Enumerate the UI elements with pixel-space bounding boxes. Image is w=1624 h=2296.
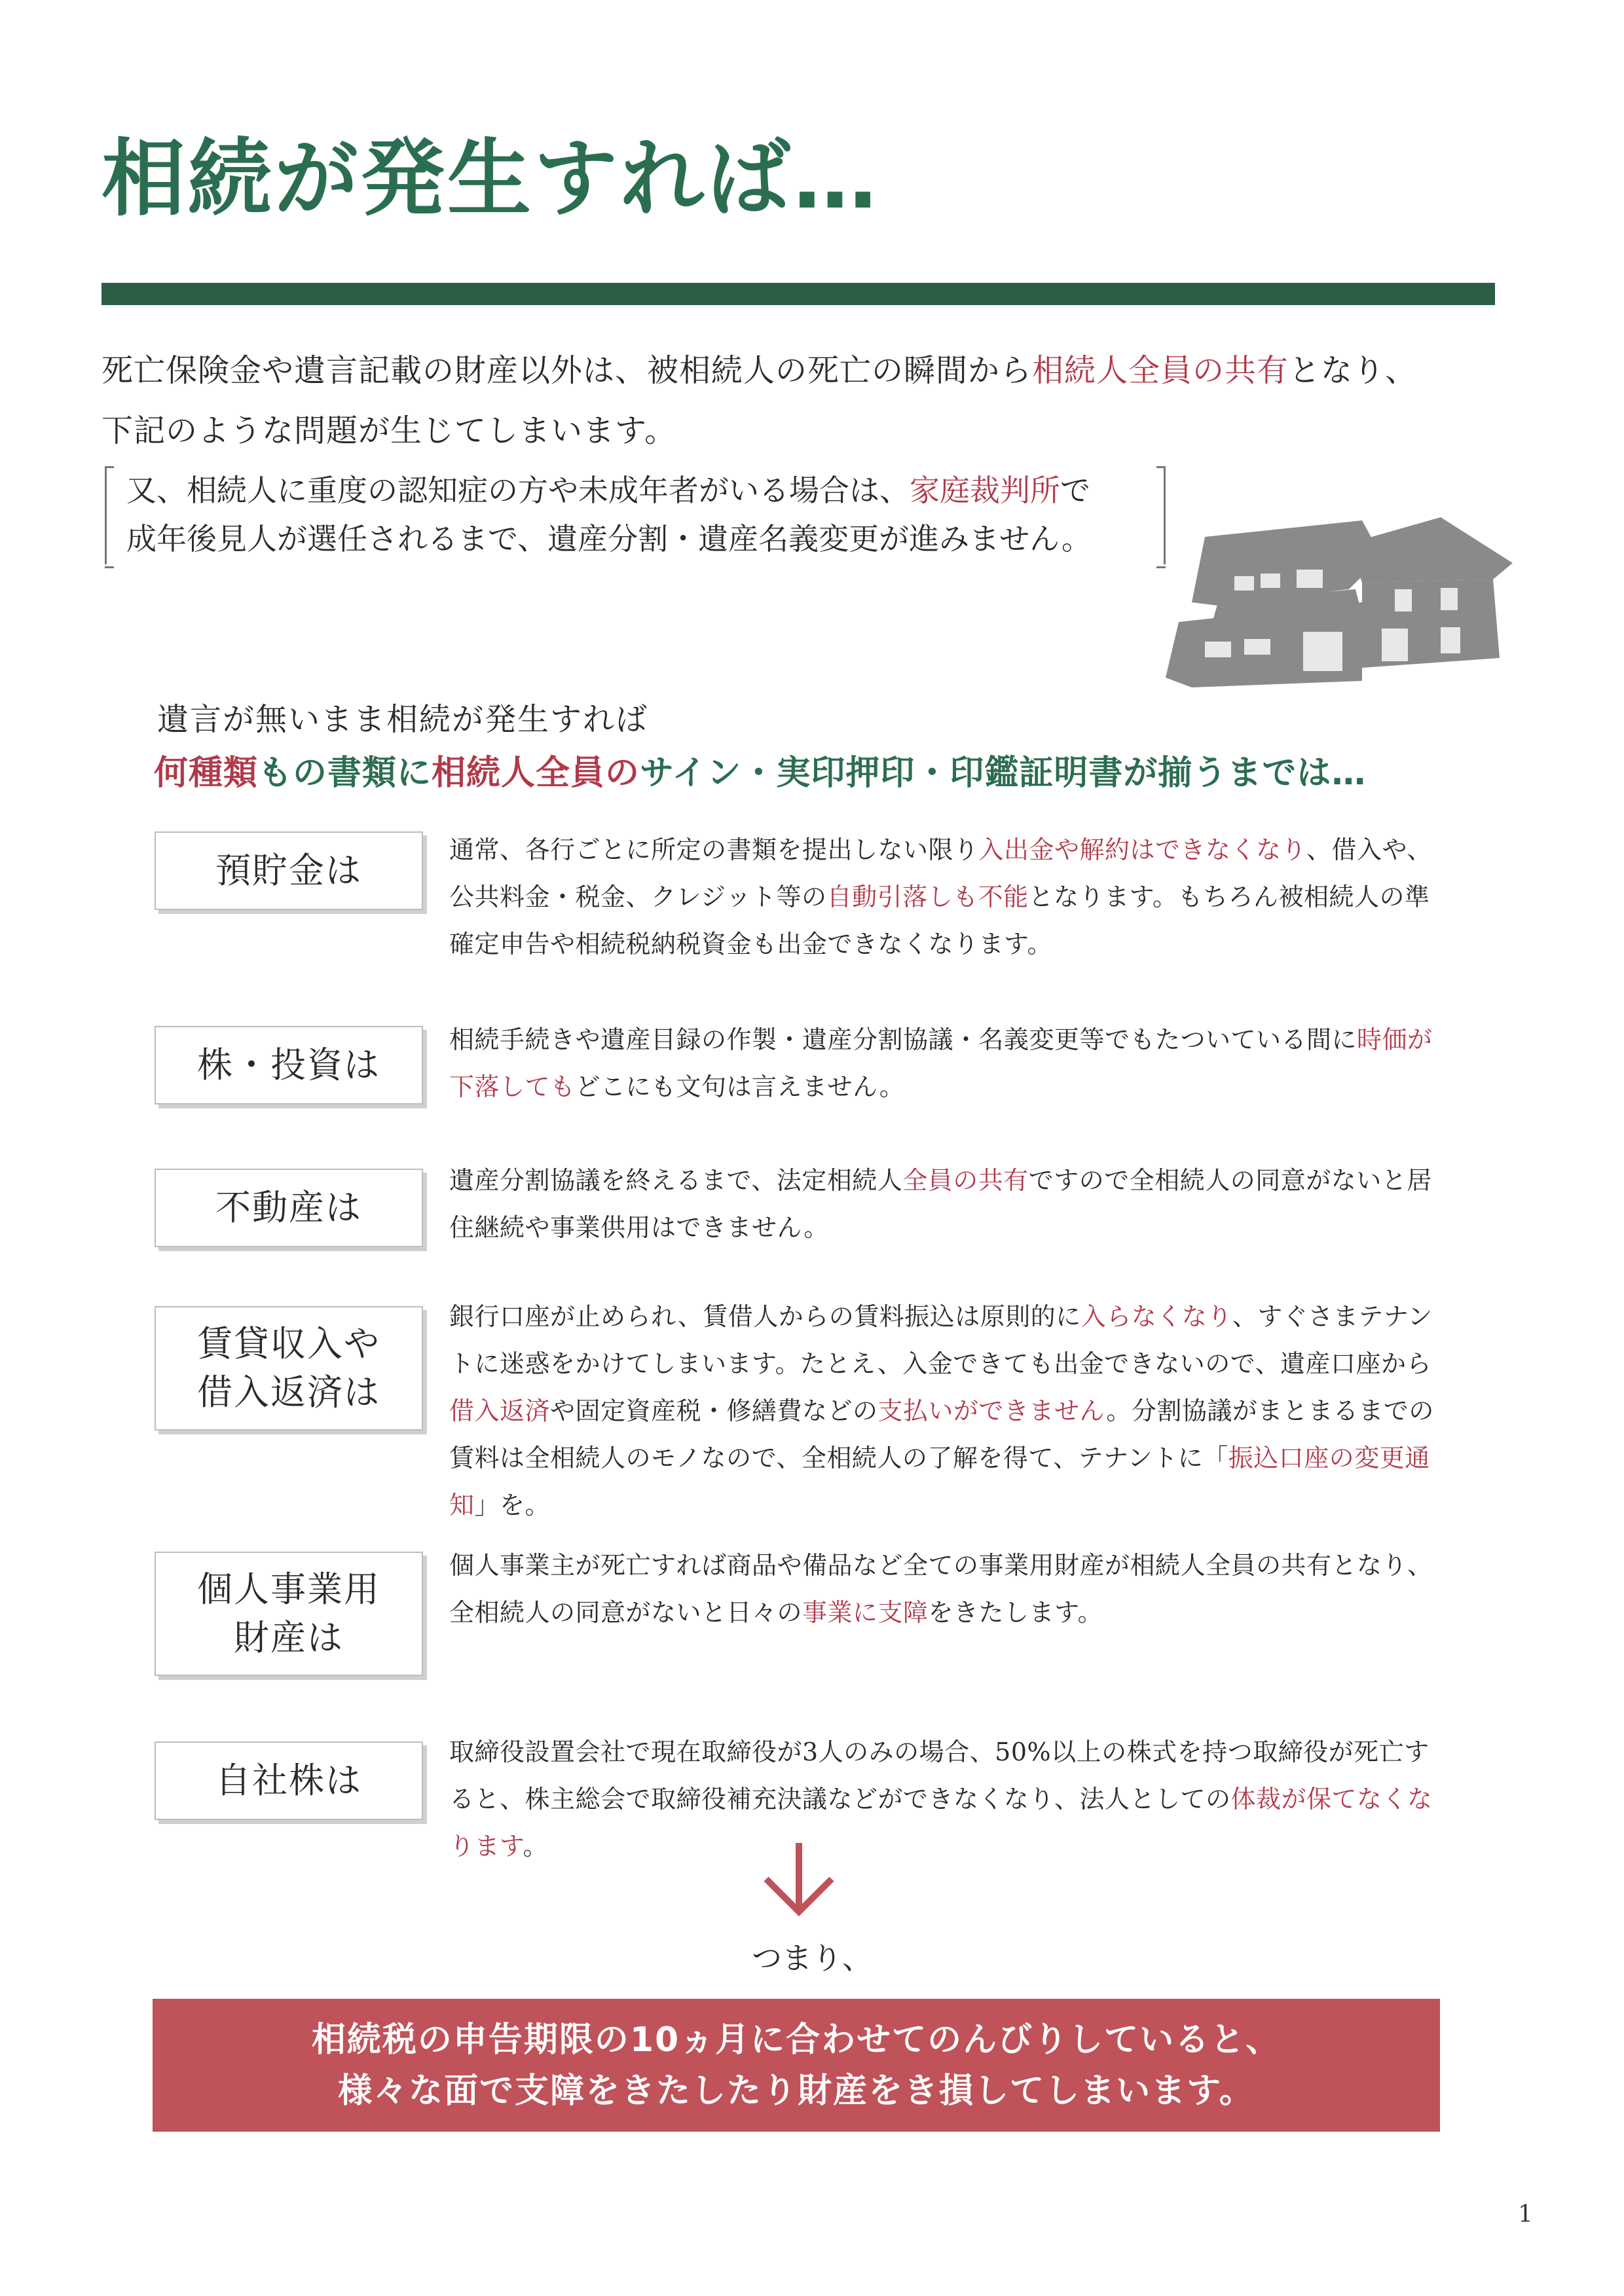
house-illustration bbox=[1166, 517, 1519, 714]
conclusion-banner bbox=[153, 1999, 1440, 2132]
desc-text: 個人事業主が死亡すれば商品や備品など全ての事業用財産が相続人全員の共有となり、全相続人の同意がないと日々の bbox=[449, 1551, 1433, 1627]
intro-line-1 bbox=[101, 340, 1509, 401]
desc-highlight: 事業に支障 bbox=[802, 1598, 929, 1627]
category-label-text: 株・投資は bbox=[197, 1044, 380, 1085]
category-label-text: 自社株は bbox=[215, 1760, 362, 1801]
category-label-stocks bbox=[155, 1026, 423, 1104]
intro-text: となり、 bbox=[1289, 352, 1418, 389]
category-desc-real-estate bbox=[449, 1157, 1445, 1251]
desc-text: ですので全相続人の同意がないと居住継続や事業供用はできません。 bbox=[449, 1166, 1432, 1242]
desc-text: 。分割協議がまとまるまでの賃料は全相続人のモノなので、全相続人の了解を得て、テナントに「 bbox=[449, 1396, 1434, 1472]
conclusion-line-2: 様々な面で支障をきたしたり財産をき損してしまいます。 bbox=[338, 2071, 1255, 2111]
category-label-text: 財産は bbox=[234, 1617, 344, 1658]
headline-green: サイン・実印押印・印鑑証明書が揃うまでは… bbox=[640, 754, 1367, 793]
note-highlight: 家庭裁判所 bbox=[910, 473, 1060, 508]
intro-line-2: 下記のような問題が生じてしまいます。 bbox=[101, 412, 677, 449]
intro-highlight: 相続人全員の共有 bbox=[1032, 352, 1289, 389]
note-line-1 bbox=[126, 466, 1164, 515]
category-label-rental bbox=[155, 1306, 423, 1430]
category-desc-deposits bbox=[449, 826, 1445, 968]
desc-highlight: 支払いができません bbox=[877, 1396, 1107, 1425]
subheading: 遺言が無いまま相続が発生すれば bbox=[157, 701, 649, 738]
category-desc-company-shares bbox=[449, 1728, 1445, 1870]
category-label-real-estate bbox=[155, 1169, 423, 1247]
bracket-note bbox=[105, 466, 1166, 564]
desc-highlight: 振込口座の変更通知 bbox=[449, 1444, 1430, 1520]
category-desc-stocks bbox=[449, 1016, 1445, 1110]
intro-paragraph bbox=[101, 340, 1509, 461]
desc-highlight: 全員の共有 bbox=[902, 1166, 1029, 1195]
note-text: 又、相続人に重度の認知症の方や未成年者がいる場合は、 bbox=[126, 473, 910, 508]
category-label-text: 個人事業用 bbox=[197, 1569, 380, 1610]
desc-text: 、すぐさまテナントに迷惑をかけてしまいます。たとえ、入金できても出金できないので、遺産口座から bbox=[449, 1302, 1433, 1378]
desc-highlight: 時価が下落しても bbox=[449, 1025, 1433, 1101]
category-label-text: 不動産は bbox=[215, 1187, 362, 1228]
headline-red: 何種類 bbox=[154, 754, 259, 793]
category-desc-rental bbox=[449, 1293, 1445, 1529]
desc-text: 相続手続きや遺産目録の作製・遺産分割協議・名義変更等でもたついている間に bbox=[449, 1025, 1357, 1054]
category-label-text: 借入返済は bbox=[197, 1372, 380, 1413]
category-desc-business bbox=[449, 1542, 1445, 1636]
note-text: で bbox=[1060, 473, 1090, 508]
desc-text: 」を。 bbox=[474, 1491, 551, 1520]
page-number: 1 bbox=[1518, 2201, 1533, 2228]
page-title: 相続が発生すれば… bbox=[101, 130, 880, 228]
desc-highlight: 借入返済 bbox=[449, 1396, 551, 1425]
note-line-2: 成年後見人が選任されるまで、遺産分割・遺産名義変更が進みません。 bbox=[126, 521, 1092, 556]
desc-text: をきたします。 bbox=[928, 1598, 1103, 1627]
desc-text: 。 bbox=[523, 1832, 548, 1861]
desc-text: 取締役設置会社で現在取締役が3人のみの場合、50%以上の株式を持つ取締役が死亡すると、株主総会で取締役補充決議などができなくなり、法人としての bbox=[449, 1738, 1430, 1813]
category-label-text: 賃貸収入や bbox=[197, 1323, 380, 1364]
desc-text: や固定資産税・修繕費などの bbox=[550, 1396, 878, 1425]
desc-text: 遺産分割協議を終えるまで、法定相続人 bbox=[449, 1166, 903, 1195]
desc-text: 、借入や、公共料金・税金、クレジット等の bbox=[449, 835, 1432, 911]
intro-text: 死亡保険金や遺言記載の財産以外は、被相続人の死亡の瞬間から bbox=[101, 352, 1033, 389]
desc-text: となります。もちろん被相続人の準確定申告や相続税納税資金も出金できなくなります。 bbox=[449, 883, 1430, 958]
desc-text: 銀行口座が止められ、賃借人からの賃料振込は原則的に bbox=[449, 1302, 1081, 1331]
conclusion-line-1: 相続税の申告期限の10ヵ月に合わせてのんびりしていると、 bbox=[311, 2020, 1282, 2060]
headline bbox=[154, 745, 1366, 794]
title-rule bbox=[101, 283, 1495, 305]
therefore-text: つまり、 bbox=[752, 1941, 872, 1976]
category-label-text: 預貯金は bbox=[215, 850, 362, 891]
desc-highlight: 体裁が保てなくなります bbox=[449, 1785, 1433, 1861]
category-label-company-shares bbox=[155, 1741, 423, 1820]
headline-red: 相続人全員の bbox=[432, 754, 640, 793]
category-label-business bbox=[155, 1552, 423, 1676]
desc-highlight: 入出金や解約はできなくなり bbox=[978, 835, 1307, 864]
desc-highlight: 入らなくなり bbox=[1080, 1302, 1232, 1331]
desc-highlight: 自動引落しも不能 bbox=[826, 883, 1029, 911]
headline-green: もの書類に bbox=[258, 754, 432, 793]
arrow-down-icon bbox=[760, 1840, 838, 1918]
category-label-deposits bbox=[155, 831, 423, 910]
desc-text: 通常、各行ごとに所定の書類を提出しない限り bbox=[449, 835, 979, 864]
desc-text: どこにも文句は言えません。 bbox=[575, 1072, 905, 1101]
